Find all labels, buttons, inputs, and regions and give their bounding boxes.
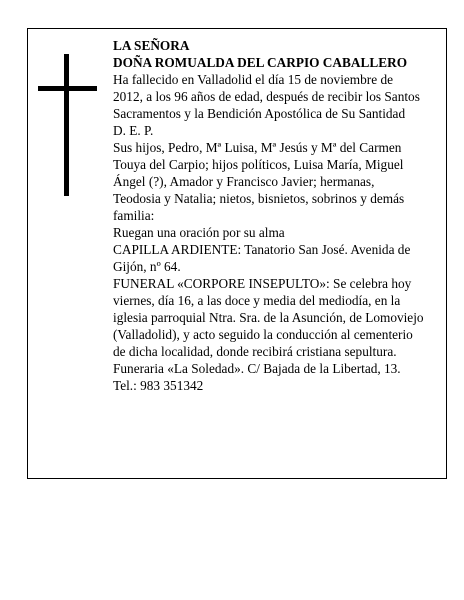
heading: LA SEÑORA [113,38,190,53]
obituary-text [113,37,425,394]
funeral-text: FUNERAL «CORPORE INSEPULTO»: Se celebra hoy viernes, día 16, a las doce y media del mediodía, en la iglesia parroquial Ntra. Sra. de la Asunción, de Lomoviejo (Valladolid), y acto seguido la conducción al cementerio de dicha localidad, donde recibirá cristiana sepultura. [113,276,424,359]
deceased-name: DOÑA ROMUALDA DEL CARPIO CABALLERO [113,55,408,70]
family-text: Sus hijos, Pedro, Mª Luisa, Mª Jesús y Mª del Carmen Touya del Carpio; hijos políticos, Luisa María, Miguel Ángel (?), Amador y Francisco Javier; hermanas, Teodosia y Natalia; nietos, bisnietos, sobrinos y demás familia: [113,140,405,223]
funeral-home-text: Funeraria «La Soledad». C/ Bajada de la Libertad, 13. Tel.: 983 351342 [113,361,401,393]
chapel-text: CAPILLA ARDIENTE: Tanatorio San José. Avenida de Gijón, nº 64. [113,242,411,274]
prayer-text: Ruegan una oración por su alma [113,225,285,240]
death-text: Ha fallecido en Valladolid el día 15 de noviembre de 2012, a los 96 años de edad, después de recibir los Santos Sacramentos y la Bendición Apostólica de Su Santidad [113,72,420,121]
cross-icon-horizontal [38,86,97,91]
cross-icon-vertical [64,54,69,196]
dep-text: D. E. P. [113,123,154,138]
